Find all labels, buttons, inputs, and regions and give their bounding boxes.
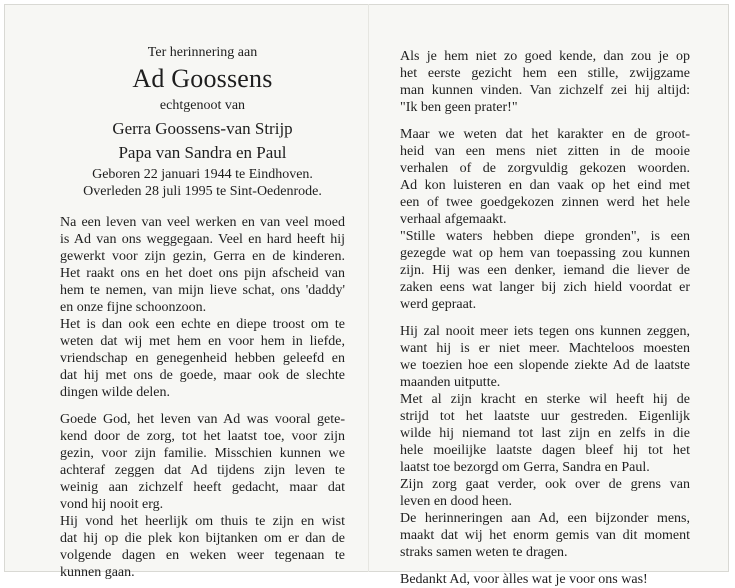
- paragraph-line: Na een leven van veel werken en van veel moed: [60, 215, 345, 230]
- right-paragraph-1: [400, 48, 690, 116]
- left-paragraph-2: [60, 316, 345, 401]
- paragraph-line: Als je hem niet zo goed kende, dan zou je op: [400, 49, 690, 64]
- paragraph-line: laatst toe bezorgd om Gerra, Sandra en Paul.: [400, 460, 650, 475]
- paragraph-line: dat hij op die plek kon bijtanken om er dan de: [60, 531, 345, 546]
- paragraph-line: weinig aan zichzelf heeft gedacht, maar dat: [60, 480, 345, 495]
- paragraph-line: straks samen weten te dragen.: [400, 545, 568, 560]
- left-paragraph-4: [60, 513, 345, 581]
- paragraph-line: Hij zal nooit meer iets tegen ons kunnen zeggen,: [400, 324, 690, 339]
- paragraph-line: strijd tot het laatste uur gestreden. Eigenlijk: [400, 409, 690, 424]
- paragraph-line: gewerkt voor zijn gezin, Gerra en de kinderen.: [60, 249, 345, 264]
- right-paragraph-2: [400, 126, 690, 228]
- paragraph-line: vond hij nooit erg.: [60, 497, 164, 512]
- paragraph-line: verhalen of de zorgvuldig gekozen woorden.: [400, 161, 690, 176]
- paragraph-line: "Stille waters hebben diepe gronden", is een: [400, 229, 690, 244]
- paragraph-line: Het is dan ook een echte en diepe troost om te: [60, 317, 345, 332]
- paragraph-line: werd gepraat.: [400, 297, 477, 312]
- birth-line: Geboren 22 januari 1944 te Eindhoven.: [92, 167, 313, 182]
- left-page: [60, 44, 345, 581]
- right-paragraph-7: [400, 510, 690, 561]
- paragraph-line: hele moeilijke laatste dagen bleef hij tot het: [400, 443, 690, 458]
- deceased-name: Ad Goossens: [132, 64, 273, 93]
- paragraph-line: dat hij met ons de goede, maar ook de slechte: [60, 368, 345, 383]
- paragraph-line: man kunnen vinden. Van zichzelf zei hij altijd:: [400, 83, 690, 98]
- paragraph-line: kunnen gaan.: [60, 565, 135, 580]
- paragraph-line: "Ik ben geen prater!": [400, 100, 518, 115]
- paragraph-line: Maar we weten dat het karakter en de groot-: [400, 127, 690, 142]
- paragraph-line: verhaal afgemaakt.: [400, 212, 507, 227]
- paragraph-line: wilde hij niemand tot last zijn en zelfs in die: [400, 426, 690, 441]
- paragraph-line: een of twee goedgekozen zinnen werd het hele: [400, 195, 690, 210]
- paragraph-line: De herinneringen aan Ad, een bijzonder mens,: [400, 511, 690, 526]
- card-fold-line: [368, 4, 369, 572]
- right-page: [400, 48, 690, 588]
- right-paragraph-3: [400, 228, 690, 313]
- paragraph-line: maakt dat wij het enorm gemis van dit moment: [400, 528, 690, 543]
- paragraph-line: volgende dagen en weken weer tegenaan te: [60, 548, 345, 563]
- paragraph-line: heid van een mens niet zitten in de mooie: [400, 144, 690, 159]
- children-line: Papa van Sandra en Paul: [118, 143, 287, 162]
- closing-line: Bedankt Ad, voor àlles wat je voor ons was!: [400, 572, 648, 587]
- paragraph-line: gezin, voor zijn familie. Misschien kunnen we: [60, 446, 345, 461]
- right-paragraph-4: [400, 323, 690, 391]
- paragraph-line: Hij vond het heerlijk om thuis te zijn en wist: [60, 514, 345, 529]
- paragraph-line: achteraf zeggen dat Ad tijdens zijn leven te: [60, 463, 345, 478]
- intro-text: Ter herinnering aan: [147, 45, 258, 60]
- paragraph-line: en onze fijne schoonzoon.: [60, 300, 207, 315]
- right-paragraph-6: [400, 476, 690, 510]
- left-paragraph-3: [60, 411, 345, 513]
- paragraph-line: is Ad van ons weggegaan. Veel en hard heeft hij: [60, 232, 345, 247]
- paragraph-line: leven en dood heen.: [400, 494, 512, 509]
- paragraph-line: maanden uitputte.: [400, 375, 501, 390]
- paragraph-line: want hij is er niet meer. Machteloos moesten: [400, 341, 690, 356]
- spouse-name: Gerra Goossens-van Strijp: [112, 119, 293, 138]
- paragraph-line: Het raakt ons en het doet ons pijn afscheid van: [60, 266, 345, 281]
- paragraph-line: Met al zijn kracht en sterke wil heeft hij de: [400, 392, 690, 407]
- paragraph-line: dingen wilde delen.: [60, 385, 171, 400]
- memorial-header: [60, 44, 345, 200]
- paragraph-line: Zijn zorg gaat verder, ook over de grens van: [400, 477, 690, 492]
- spouse-intro: echtgenoot van: [159, 98, 246, 113]
- paragraph-line: zaken eens wat langer bij zich hield voordat er: [400, 280, 690, 295]
- paragraph-line: gezegde wat op hem van toepassing zou kunnen: [400, 246, 690, 261]
- paragraph-line: het eerste gezicht hem een stille, zwijgzame: [400, 66, 690, 81]
- paragraph-line: Ad kon luisteren en dan vaak op het eind met: [400, 178, 690, 193]
- paragraph-line: zijn. Hij was een denker, iemand die liever de: [400, 263, 690, 278]
- right-paragraph-5: [400, 391, 690, 476]
- paragraph-line: weten dat wij met hem en voor hem in liefde,: [60, 334, 345, 349]
- paragraph-line: Goede God, het leven van Ad was vooral gete-: [60, 412, 345, 427]
- left-paragraph-1: [60, 214, 345, 316]
- paragraph-line: vriendschap en genegenheid hebben geleefd en: [60, 351, 345, 366]
- paragraph-line: we toezien hoe een slopende ziekte Ad de laatste: [400, 358, 690, 373]
- death-line: Overleden 28 juli 1995 te Sint-Oedenrode.: [83, 184, 322, 199]
- paragraph-line: hem te nemen, van mijn lieve schat, ons 'daddy': [60, 283, 345, 298]
- paragraph-line: kend door de zorg, tot het laatst toe, voor zijn: [60, 429, 345, 444]
